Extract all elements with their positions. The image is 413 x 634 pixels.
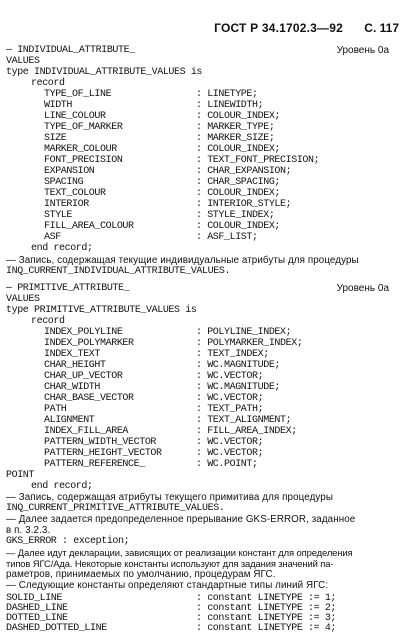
- section2-field-row: [44, 426, 405, 437]
- section1-field-row-type: : COLOUR_INDEX;: [196, 111, 281, 122]
- constants-intro-line3: раметров, принимаемых по умолчанию, процедурам ЯГС.: [6, 569, 276, 580]
- section2-field-row-name: INDEX_POLYMARKER: [44, 338, 134, 349]
- section1-field-row: [44, 221, 405, 232]
- section2-field-row-name: CHAR_BASE_VECTOR: [44, 393, 134, 404]
- section2-title-line2: VALUES: [6, 294, 40, 305]
- section2-field-row-type: : FILL_AREA_INDEX;: [196, 426, 297, 437]
- section2-field-row: [44, 360, 405, 371]
- section2-description-line2: INQ_CURRENT_PRIMITIVE_ATTRIBUTE_VALUES.: [6, 503, 225, 514]
- section2-field-row-name: PATH: [44, 404, 67, 415]
- section2-field-row-name: CHAR_WIDTH: [44, 382, 101, 393]
- section2-field-row-type: : POLYMARKER_INDEX;: [196, 338, 303, 349]
- constant-row-name: SOLID_LINE: [6, 593, 63, 604]
- section2-field-row-type: : TEXT_PATH;: [196, 404, 264, 415]
- section2-field-tail: POINT: [6, 470, 35, 481]
- section2-field-row: [44, 371, 405, 382]
- section2-field-row: [44, 448, 405, 459]
- section1-field-row: [44, 188, 405, 199]
- section1-field-row-type: : STYLE_INDEX;: [196, 210, 275, 221]
- section1-level: Уровень 0а: [336, 45, 389, 56]
- error-declaration: GKS_ERROR : exception;: [6, 536, 130, 547]
- section1-field-row-name: TYPE_OF_LINE: [44, 89, 112, 100]
- section2-field-row-type: : TEXT_INDEX;: [196, 349, 269, 360]
- constant-row-name: DASHED_LINE: [6, 603, 68, 614]
- section1-field-row: [44, 100, 405, 111]
- constant-row-type: : constant LINETYPE := 3;: [196, 613, 337, 624]
- section1-field-row: [44, 210, 405, 221]
- section1-field-row-type: : LINETYPE;: [196, 89, 258, 100]
- section2-title-line1: — PRIMITIVE_ATTRIBUTE_: [6, 283, 130, 294]
- section2-field-row-type: : TEXT_ALIGNMENT;: [196, 415, 292, 426]
- section1-field-row-name: EXPANSION: [44, 166, 95, 177]
- section2-field-row-name: ALIGNMENT: [44, 415, 95, 426]
- section1-field-row: [44, 155, 405, 166]
- standard-number: ГОСТ Р 34.1702.3—92: [214, 21, 343, 35]
- section1-field-row-name: WIDTH: [44, 100, 73, 111]
- constants-intro-line4: — Следующие константы определяют стандартные типы линий ЯГС:: [6, 580, 329, 591]
- section1-field-row-type: : COLOUR_INDEX;: [196, 144, 281, 155]
- section2-field-row: [44, 415, 405, 426]
- page-header: [0, 21, 413, 37]
- section2-field-row-name: PATTERN_REFERENCE_: [44, 459, 145, 470]
- constant-row-name: DASHED_DOTTED_LINE: [6, 623, 107, 634]
- section2-field-row-type: : WC.VECTOR;: [196, 371, 264, 382]
- section1-field-row-name: SIZE: [44, 133, 67, 144]
- section2-field-row: [44, 382, 405, 393]
- constant-row-type: : constant LINETYPE := 1;: [196, 593, 337, 604]
- section1-field-row: [44, 199, 405, 210]
- section1-field-row-name: SPACING: [44, 177, 84, 188]
- section1-field-row-type: : MARKER_TYPE;: [196, 122, 275, 133]
- section2-type-decl: type PRIMITIVE_ATTRIBUTE_VALUES is: [6, 305, 197, 316]
- section1-end-record: end record;: [31, 243, 93, 254]
- constants-intro-line2: типов ЯГС/Ада. Некоторые константы используют для задания значений па-: [6, 558, 334, 569]
- section1-field-row: [44, 122, 405, 133]
- section1-field-row: [44, 166, 405, 177]
- section2-field-row-type: : WC.POINT;: [196, 459, 258, 470]
- section1-description-line1: — Запись, содержащая текущие индивидуальные атрибуты для процедуры: [6, 255, 359, 266]
- section1-field-row-name: FONT_PRECISION: [44, 155, 123, 166]
- section1-description-line2: INQ_CURRENT_INDIVIDUAL_ATTRIBUTE_VALUES.: [6, 266, 231, 277]
- section2-level: Уровень 0а: [336, 283, 389, 294]
- section1-field-row-type: : COLOUR_INDEX;: [196, 221, 281, 232]
- section1-field-row-name: TYPE_OF_MARKER: [44, 122, 123, 133]
- section1-field-row-type: : COLOUR_INDEX;: [196, 188, 281, 199]
- constant-row-type: : constant LINETYPE := 2;: [196, 603, 337, 614]
- section1-field-row-name: INTERIOR: [44, 199, 89, 210]
- section2-description-line1: — Запись, содержащая атрибуты текущего примитива для процедуры: [6, 492, 333, 503]
- section2-field-row: [44, 404, 405, 415]
- section1-field-row-type: : ASF_LIST;: [196, 232, 258, 243]
- page-number: С. 117: [364, 21, 399, 35]
- section2-field-row: [44, 327, 405, 338]
- section2-field-row-name: INDEX_POLYLINE: [44, 327, 123, 338]
- section2-field-row-type: : WC.VECTOR;: [196, 448, 264, 459]
- section2-field-row: [44, 338, 405, 349]
- section2-field-row: [44, 349, 405, 360]
- section2-field-row: [44, 393, 405, 404]
- section1-field-row-type: : CHAR_EXPANSION;: [196, 166, 292, 177]
- section1-title-line2: VALUES: [6, 56, 40, 67]
- section2-field-row-name: PATTERN_WIDTH_VECTOR: [44, 437, 157, 448]
- section2-field-row-type: : WC.MAGNITUDE;: [196, 360, 281, 371]
- error-note-line1: — Далее задается предопределенное прерывание GKS-ERROR, заданное: [6, 514, 356, 525]
- constant-row-name: DOTTED_LINE: [6, 613, 68, 624]
- section2-record-keyword: record: [31, 316, 65, 327]
- section1-field-row-type: : MARKER_SIZE;: [196, 133, 275, 144]
- section1-field-row: [44, 133, 405, 144]
- section1-field-row: [44, 177, 405, 188]
- section2-field-row-type: : WC.VECTOR;: [196, 437, 264, 448]
- constant-row-type: : constant LINETYPE := 4;: [196, 623, 337, 634]
- section1-type-decl: type INDIVIDUAL_ATTRIBUTE_VALUES is: [6, 67, 203, 78]
- constant-row: [6, 623, 405, 634]
- section1-field-row: [44, 232, 405, 243]
- section1-field-row-type: : CHAR_SPACING;: [196, 177, 281, 188]
- section1-field-row-name: STYLE: [44, 210, 73, 221]
- section1-field-row: [44, 89, 405, 100]
- section2-field-row-name: INDEX_FILL_AREA: [44, 426, 129, 437]
- section2-field-row-name: CHAR_UP_VECTOR: [44, 371, 123, 382]
- section2-field-row-name: INDEX_TEXT: [44, 349, 101, 360]
- constants-intro-line1: — Далее идут декларации, зависящих от реализации констант для определения: [6, 547, 353, 558]
- section1-field-row-type: : TEXT_FONT_PRECISION;: [196, 155, 320, 166]
- section1-record-keyword: record: [31, 78, 65, 89]
- section2-field-row-name: PATTERN_HEIGHT_VECTOR: [44, 448, 162, 459]
- section1-field-row-name: TEXT_COLOUR: [44, 188, 106, 199]
- error-note-line2: в п. 3.2.3.: [6, 525, 51, 536]
- section2-field-row-type: : WC.VECTOR;: [196, 393, 264, 404]
- section2-field-row: [44, 459, 405, 470]
- section2-field-row-type: : WC.MAGNITUDE;: [196, 382, 281, 393]
- section1-field-row-type: : INTERIOR_STYLE;: [196, 199, 292, 210]
- section1-field-row-name: ASF: [44, 232, 61, 243]
- section2-field-row: [44, 437, 405, 448]
- section2-end-record: end record;: [31, 481, 93, 492]
- section1-title-line1: — INDIVIDUAL_ATTRIBUTE_: [6, 45, 135, 56]
- section1-field-row: [44, 144, 405, 155]
- section1-field-row-type: : LINEWIDTH;: [196, 100, 264, 111]
- section2-field-row-name: CHAR_HEIGHT: [44, 360, 106, 371]
- section1-field-row-name: MARKER_COLOUR: [44, 144, 117, 155]
- section1-field-row: [44, 111, 405, 122]
- section1-field-row-name: LINE_COLOUR: [44, 111, 106, 122]
- section2-field-row-type: : POLYLINE_INDEX;: [196, 327, 292, 338]
- section1-field-row-name: FILL_AREA_COLOUR: [44, 221, 134, 232]
